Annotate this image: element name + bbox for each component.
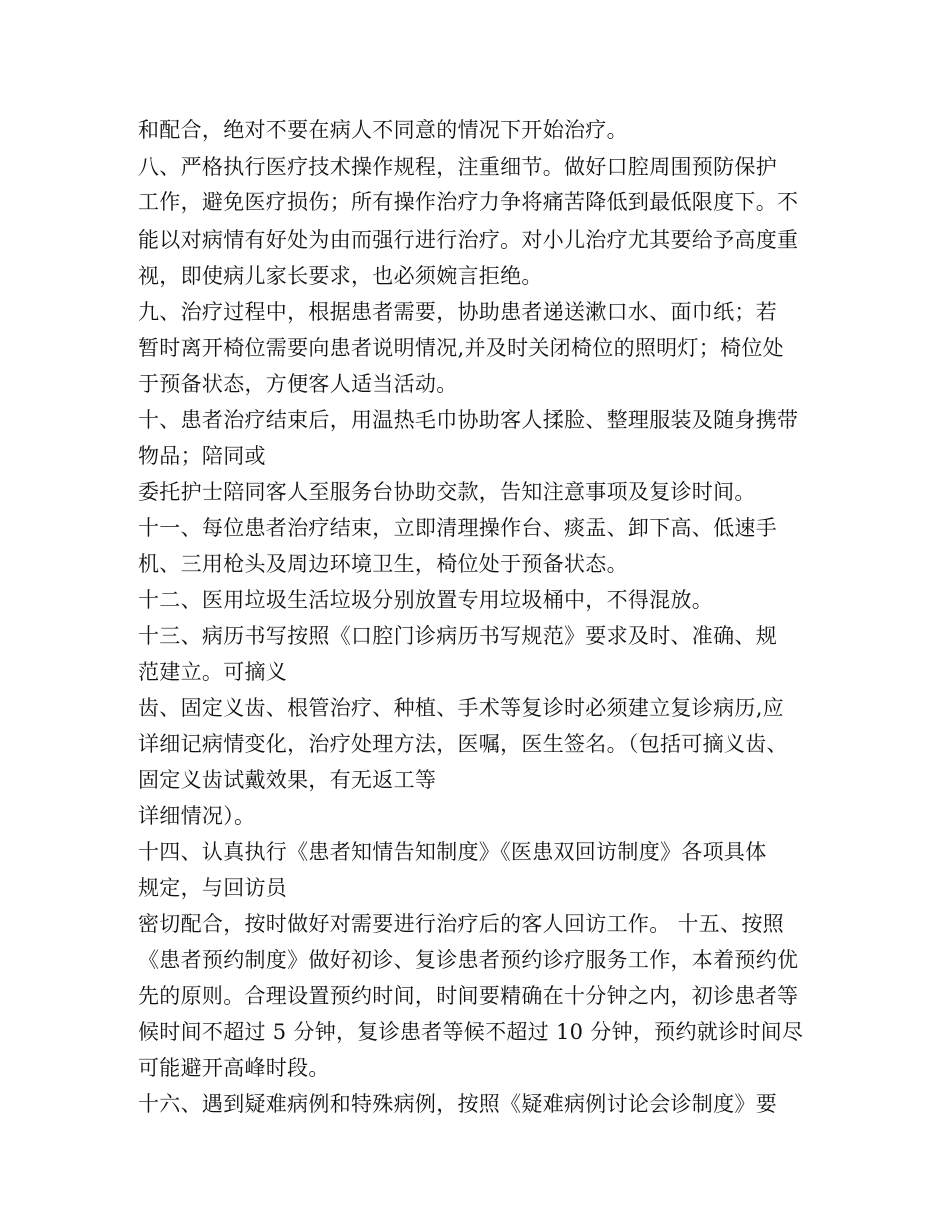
text-line: 密切配合，按时做好对需要进行治疗后的客人回访工作。 十五、按照 (138, 912, 784, 936)
text-line: 齿、固定义齿、根管治疗、种植、手术等复诊时必须建立复诊病历,应 (138, 696, 784, 720)
text-line: 候时间不超过 5 分钟，复诊患者等候不超过 10 分钟，预约就诊时间尽 (138, 1020, 804, 1044)
text-line: 十四、认真执行《患者知情告知制度》《医患双回访制度》各项具体 (138, 840, 767, 864)
text-line: 物品；陪同或 (138, 444, 266, 468)
text-line: 于预备状态，方便客人适当活动。 (138, 372, 458, 396)
text-line: 暂时离开椅位需要向患者说明情况,并及时关闭椅位的照明灯；椅位处 (138, 336, 784, 360)
text-line: 十、患者治疗结束后，用温热毛巾协助客人揉脸、整理服装及随身携带 (138, 408, 799, 432)
text-line: 《患者预约制度》做好初诊、复诊患者预约诊疗服务工作，本着预约优 (138, 948, 799, 972)
text-line: 机、三用枪头及周边环境卫生，椅位处于预备状态。 (138, 552, 628, 576)
text-line: 先的原则。合理设置预约时间，时间要精确在十分钟之内，初诊患者等 (138, 984, 799, 1008)
text-line: 和配合，绝对不要在病人不同意的情况下开始治疗。 (138, 118, 628, 142)
text-line: 详细情况）。 (138, 804, 256, 828)
text-line: 工作，避免医疗损伤；所有操作治疗力争将痛苦降低到最低限度下。不 (138, 190, 799, 214)
text-line: 十六、遇到疑难病例和特殊病例，按照《疑难病例讨论会诊制度》要 (138, 1092, 777, 1116)
text-line: 详细记病情变化，治疗处理方法，医嘱，医生签名。（包括可摘义齿、 (138, 732, 788, 756)
text-line: 固定义齿试戴效果，有无返工等 (138, 768, 437, 792)
text-line: 视，即使病儿家长要求，也必须婉言拒绝。 (138, 264, 543, 288)
text-line: 十三、病历书写按照《口腔门诊病历书写规范》要求及时、准确、规 (138, 624, 777, 648)
text-line: 能以对病情有好处为由而强行进行治疗。对小儿治疗尤其要给予高度重 (138, 228, 799, 252)
text-line: 十二、医用垃圾生活垃圾分别放置专用垃圾桶中，不得混放。 (138, 588, 714, 612)
text-line: 范建立。可摘义 (138, 660, 288, 684)
text-line: 八、严格执行医疗技术操作规程，注重细节。做好口腔周围预防保护 (138, 155, 777, 179)
text-line: 九、治疗过程中，根据患者需要，协助患者递送漱口水、面巾纸；若 (138, 300, 777, 324)
text-line: 委托护士陪同客人至服务台协助交款，告知注意事项及复诊时间。 (138, 480, 756, 504)
text-line: 可能避开高峰时段。 (138, 1056, 330, 1080)
text-line: 规定，与回访员 (138, 876, 288, 900)
text-line: 十一、每位患者治疗结束，立即清理操作台、痰盂、卸下高、低速手 (138, 516, 777, 540)
